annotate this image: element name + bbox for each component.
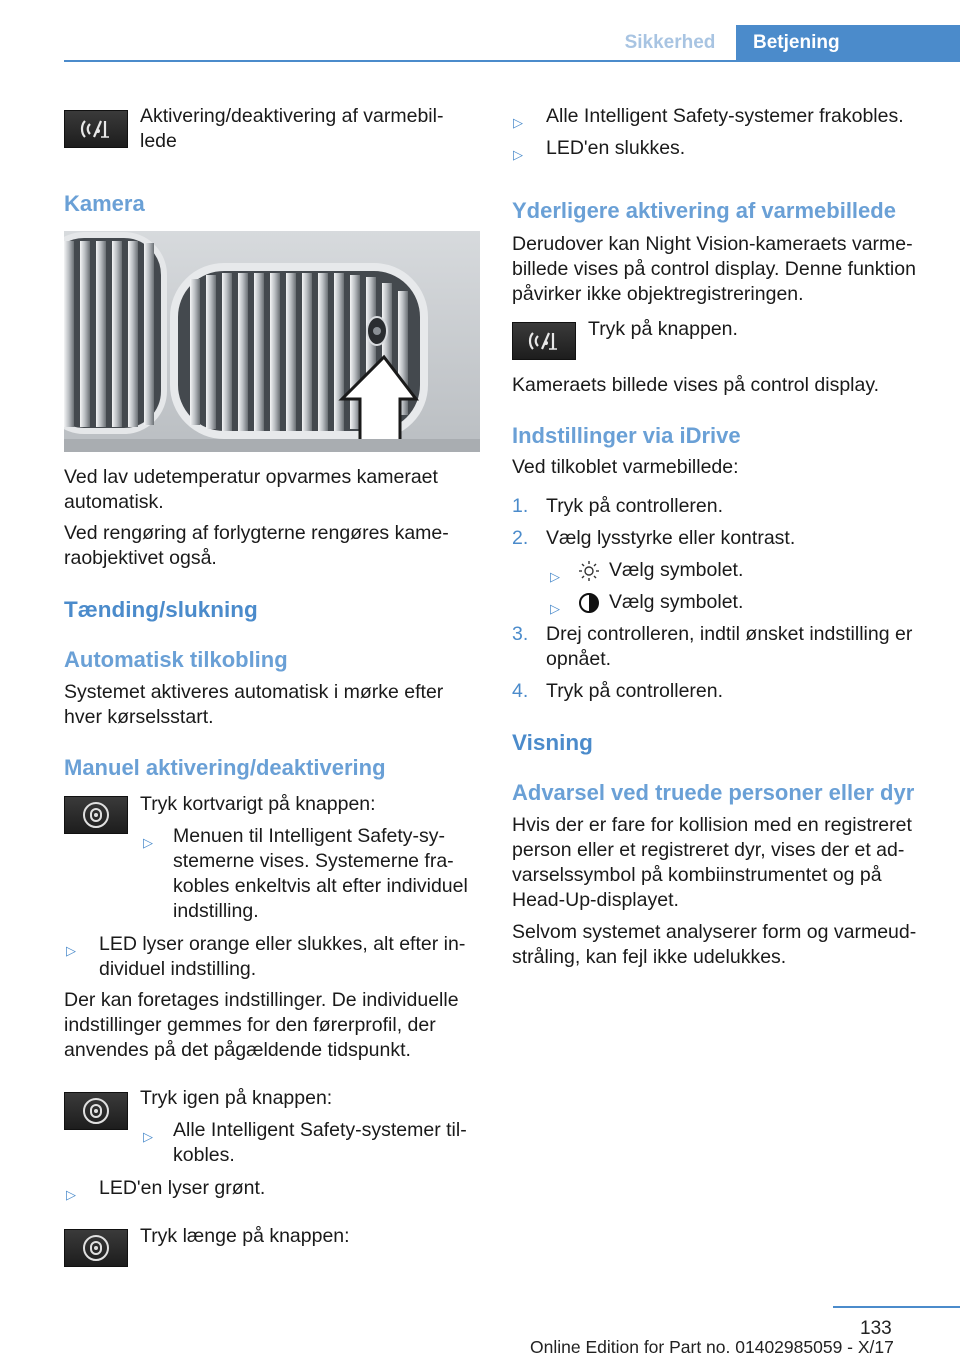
- igen-bullet-1: Alle Intelligent Safety-systemer til- kobles.: [173, 1119, 467, 1166]
- step-1: Tryk på controlleren.: [546, 495, 724, 517]
- assist-button-icon: [64, 1092, 128, 1130]
- tab-betjening[interactable]: Betjening: [736, 25, 960, 60]
- igen-caption: Tryk igen på knappen:: [140, 1087, 333, 1109]
- step-number: 4.: [512, 680, 529, 702]
- night-vision-button-icon: [512, 322, 576, 360]
- heading-yderligere: Yderligere aktivering af varmebillede: [512, 198, 896, 223]
- bullet-triangle-icon: ▷: [143, 1129, 153, 1144]
- laenge-caption: Tryk længe på knappen:: [140, 1225, 350, 1247]
- step-4: Tryk på controlleren.: [546, 680, 724, 702]
- heading-kamera: Kamera: [64, 191, 145, 216]
- heading-manuel: Manuel aktivering/deaktivering: [64, 755, 386, 780]
- kamera-paragraph-2: Ved rengøring af forlygterne rengøres kame- raobjektivet også.: [64, 522, 449, 569]
- bullet-triangle-icon: ▷: [513, 147, 523, 162]
- step-number: 1.: [512, 495, 529, 517]
- bullet-triangle-icon: ▷: [66, 1187, 76, 1202]
- bullet-triangle-icon: ▷: [550, 601, 560, 616]
- step-number: 3.: [512, 623, 529, 645]
- heading-advarsel: Advarsel ved truede personer eller dyr: [512, 780, 915, 805]
- bullet-triangle-icon: ▷: [550, 569, 560, 584]
- auto-paragraph: Systemet aktiveres automatisk i mørke efter hver kørselsstart.: [64, 681, 444, 728]
- yderligere-caption: Tryk på knappen.: [588, 318, 738, 340]
- right-bullet-2: LED'en slukkes.: [546, 137, 686, 159]
- manuel-bullet-1: Menuen til Intelligent Safety-sy- stemerne vises. Systemerne fra- kobles enkeltvis alt efter individuel indstilling.: [173, 825, 468, 922]
- sub-step-2: Vælg symbolet.: [609, 591, 744, 613]
- tab-sikkerhed[interactable]: Sikkerhed: [624, 32, 716, 53]
- night-vision-button-icon: [64, 110, 128, 148]
- advarsel-paragraph: Hvis der er fare for kollision med en registreret person eller et registreret dyr, vises der et ad- varselssymbol på kombiinstrumentet og på Head-Up-displayet.: [512, 814, 912, 911]
- kamera-paragraph-1: Ved lav udetemperatur opvarmes kameraet automatisk.: [64, 466, 438, 513]
- manuel-paragraph: Der kan foretages indstillinger. De individuelle indstillinger gemmes for den førerprofil, der anvendes på det pågældende tidspunkt.: [64, 989, 459, 1061]
- contrast-icon: [578, 592, 600, 621]
- heading-auto: Automatisk tilkobling: [64, 647, 288, 672]
- camera-grille-photo: [64, 231, 480, 452]
- indstillinger-paragraph: Ved tilkoblet varmebillede:: [512, 456, 739, 478]
- header-rule: [64, 60, 960, 62]
- edition-text: Online Edition for Part no. 01402985059 - X/17: [530, 1337, 894, 1357]
- igen-bullet-2: LED'en lyser grønt.: [99, 1177, 266, 1199]
- assist-button-icon: [64, 796, 128, 834]
- heading-indstillinger: Indstillinger via iDrive: [512, 423, 741, 448]
- heading-taending: Tænding/slukning: [64, 597, 258, 622]
- manuel-bullet-2: LED lyser orange eller slukkes, alt efter in- dividuel indstilling.: [99, 933, 466, 980]
- sub-step-1: Vælg symbolet.: [609, 559, 744, 581]
- right-bullet-1: Alle Intelligent Safety-systemer frakobles.: [546, 105, 904, 127]
- activation-caption: Aktivering/deaktivering af varmebil- lede: [140, 105, 444, 152]
- heading-visning: Visning: [512, 730, 593, 755]
- step-number: 2.: [512, 527, 529, 549]
- brightness-icon: [578, 560, 600, 589]
- yderligere-paragraph-2: Kameraets billede vises på control display.: [512, 374, 880, 396]
- bullet-triangle-icon: ▷: [66, 943, 76, 958]
- step-3: Drej controlleren, indtil ønsket indstilling er opnået.: [546, 623, 913, 670]
- yderligere-paragraph: Derudover kan Night Vision-kameraets varme- billede vises på control display. Denne funktion påvirker ikke objektregistreringen.: [512, 233, 916, 305]
- page-number: 133: [860, 1318, 892, 1339]
- manuel-caption: Tryk kortvarigt på knappen:: [140, 793, 376, 815]
- step-2: Vælg lysstyrke eller kontrast.: [546, 527, 796, 549]
- advarsel-paragraph-2: Selvom systemet analyserer form og varmeud- stråling, kan fejl ikke udelukkes.: [512, 921, 917, 968]
- bullet-triangle-icon: ▷: [143, 835, 153, 850]
- footer-rule: [833, 1306, 960, 1308]
- bullet-triangle-icon: ▷: [513, 115, 523, 130]
- assist-button-icon: [64, 1229, 128, 1267]
